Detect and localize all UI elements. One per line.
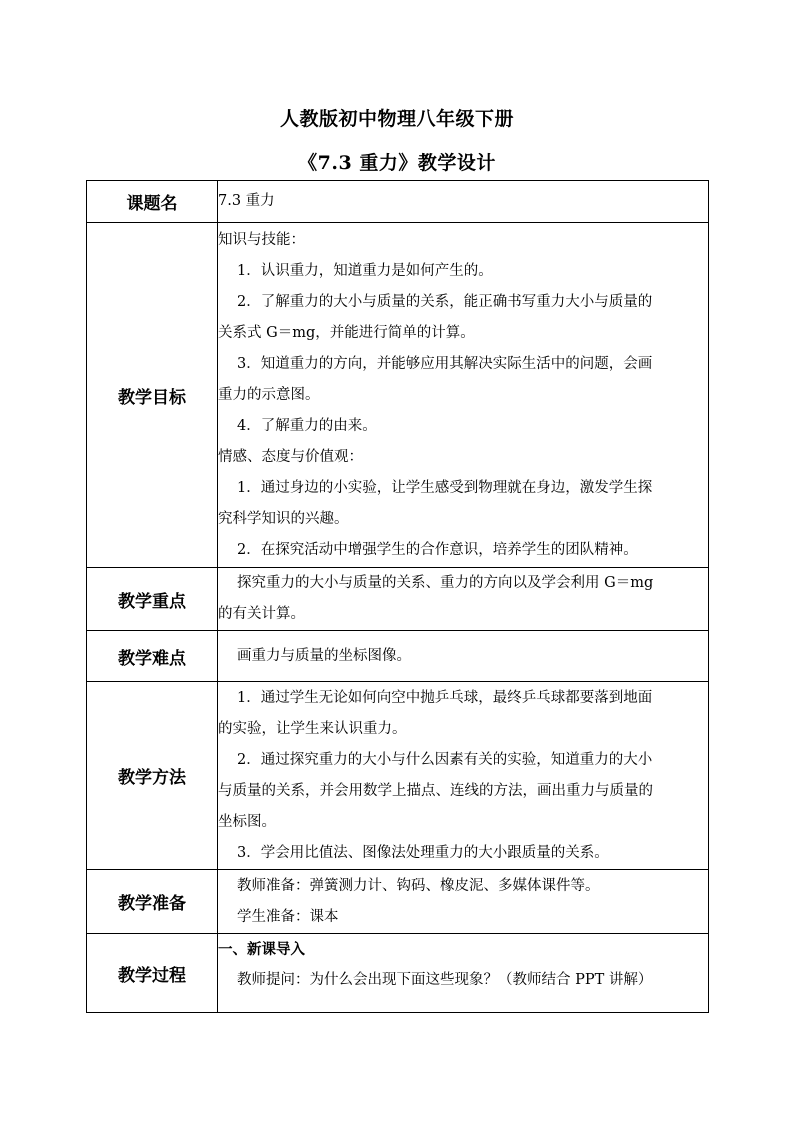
row-topic xyxy=(87,181,709,223)
content-methods xyxy=(218,682,709,870)
label-preparation: 教学准备 xyxy=(87,870,218,934)
objective-line: 1．认识重力，知道重力是如何产生的。 xyxy=(237,262,493,279)
lesson-title: 《7.3 重力》教学设计 xyxy=(298,152,496,174)
content-process xyxy=(218,934,709,1013)
row-key-points xyxy=(87,568,709,631)
content-key-points xyxy=(218,568,709,631)
key-points-line: 的有关计算。 xyxy=(218,606,305,622)
label-key-points: 教学重点 xyxy=(87,568,218,631)
methods-line: 2．通过探究重力的大小与什么因素有关的实验，知道重力的大小 xyxy=(237,751,653,768)
row-methods xyxy=(87,682,709,870)
preparation-student: 学生准备：课本 xyxy=(237,908,339,925)
label-process: 教学过程 xyxy=(87,934,218,1013)
methods-line: 的实验，让学生来认识重力。 xyxy=(218,720,407,737)
row-difficulties xyxy=(87,631,709,682)
content-difficulties xyxy=(218,631,709,682)
label-topic: 课题名 xyxy=(87,181,218,223)
row-process xyxy=(87,934,709,1013)
preparation-teacher: 教师准备：弹簧测力计、钩码、橡皮泥、多媒体课件等。 xyxy=(237,877,600,894)
document-title: 人教版初中物理八年级下册 xyxy=(279,108,514,130)
topic-text: 7.3 重力 xyxy=(218,193,275,209)
methods-line: 3．学会用比值法、图像法处理重力的大小跟质量的关系。 xyxy=(237,844,609,861)
objective-line: 究科学知识的兴趣。 xyxy=(218,510,349,527)
methods-line: 与质量的关系，并会用数学上描点、连线的方法，画出重力与质量的 xyxy=(218,782,653,799)
objective-line: 2．了解重力的大小与质量的关系，能正确书写重力大小与质量的 xyxy=(237,293,653,310)
content-preparation xyxy=(218,870,709,934)
objective-line: 关系式 G＝mg，并能进行简单的计算。 xyxy=(218,324,475,341)
row-objectives xyxy=(87,223,709,568)
lesson-plan-table xyxy=(86,180,709,1013)
row-preparation xyxy=(87,870,709,934)
objective-line: 1．通过身边的小实验，让学生感受到物理就在身边，激发学生探 xyxy=(237,479,653,496)
process-heading: 一、新课导入 xyxy=(218,941,305,958)
objective-line: 4．了解重力的由来。 xyxy=(237,417,377,434)
objective-line: 重力的示意图。 xyxy=(218,386,320,403)
methods-line: 坐标图。 xyxy=(218,813,276,830)
process-line: 教师提问：为什么会出现下面这些现象？（教师结合 PPT 讲解） xyxy=(237,972,653,988)
label-difficulties: 教学难点 xyxy=(87,631,218,682)
objectives-heading-knowledge: 知识与技能： xyxy=(218,231,305,248)
methods-line: 1．通过学生无论如何向空中抛乒乓球，最终乒乓球都要落到地面 xyxy=(237,689,653,706)
key-points-line: 探究重力的大小与质量的关系、重力的方向以及学会利用 G＝mg xyxy=(237,575,654,591)
label-methods: 教学方法 xyxy=(87,682,218,870)
objectives-heading-attitude: 情感、态度与价值观： xyxy=(218,448,363,465)
content-objectives xyxy=(218,223,709,568)
content-topic xyxy=(218,181,709,223)
difficulties-line: 画重力与质量的坐标图像。 xyxy=(237,647,411,664)
label-objectives: 教学目标 xyxy=(87,223,218,568)
objective-line: 2．在探究活动中增强学生的合作意识，培养学生的团队精神。 xyxy=(237,541,638,558)
objective-line: 3．知道重力的方向，并能够应用其解决实际生活中的问题，会画 xyxy=(237,355,653,372)
